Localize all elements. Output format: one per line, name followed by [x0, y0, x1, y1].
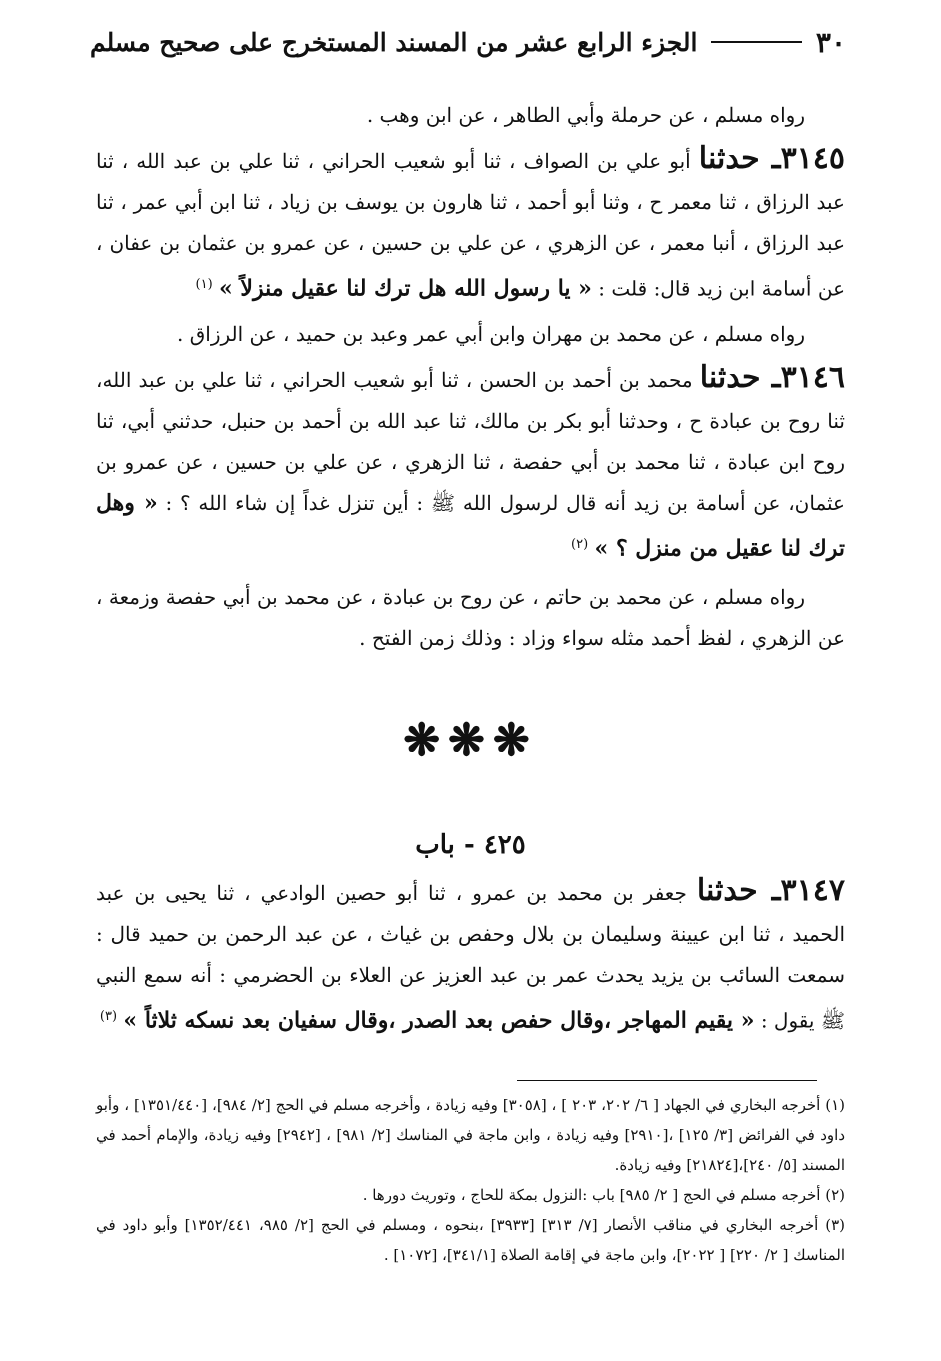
- footnote-rule: [517, 1080, 817, 1081]
- narration-note: رواه مسلم ، عن محمد بن حاتم ، عن روح بن عبادة ، عن محمد بن أبي حفصة وزمعة ، عن الزهري ، لفظ أحمد مثله سواء وزاد : وذلك زمن الفتح .: [96, 585, 845, 651]
- footnote-ref: (٣): [99, 1009, 118, 1025]
- hadith-3147: [96, 870, 845, 1042]
- running-title: الجزء الرابع عشر من المسند المستخرج على صحيح مسلم: [90, 27, 698, 57]
- hadith-3146: [96, 357, 845, 570]
- footnote-ref: (١): [195, 277, 213, 292]
- page-header: [90, 22, 846, 62]
- section-separator: ❋❋❋: [403, 715, 538, 767]
- hadith-number: ٣١٤٧ـ حدثنا: [696, 873, 845, 909]
- hadith-quote: « يا رسول الله هل ترك لنا عقيل منزلاً »: [219, 275, 592, 302]
- footnote-ref: (٢): [571, 536, 589, 552]
- hadith-number: ٣١٤٦ـ حدثنا: [699, 359, 846, 395]
- chapter-title: ٤٢٥ - باب: [415, 830, 526, 861]
- page-body: [96, 95, 845, 1042]
- narration-note: رواه مسلم ، عن حرملة وأبي الطاهر ، عن ابن وهب .: [366, 103, 805, 127]
- hadith-3145: [96, 138, 845, 310]
- hadith-text: أبو علي بن الصواف ، ثنا أبو شعيب الحراني ، ثنا علي بن عبد الله ، ثنا عبد الرزاق ، ثنا معمر ح ، وثنا أبو أحمد ، ثنا هارون بن يوسف بن زياد ، ثنا ابن أبي عمر ، ثنا عبد الرزاق ، أنبا معمر ، عن الزهري ، عن علي بن حسين ، عن عمرو بن عثمان بن عفان ، عن أسامة ابن زيد قال: قلت :: [96, 149, 846, 301]
- hadith-quote: « يقيم المهاجر ،وقال حفص بعد الصدر ،وقال سفيان بعد نسكه ثلاثاً »: [123, 1007, 755, 1034]
- hadith-number: ٣١٤٥ـ حدثنا: [698, 141, 846, 176]
- hadith-text: جعفر بن محمد بن عمرو ، ثنا أبو حصين الوادعي ، ثنا يحيى بن عبد الحميد ، ثنا ابن عيينة وسليمان بن بلال وحفص بن غياث ، عن عبد الرحمن بن حميد قال : سمعت السائب بن يزيد يحدث عمر بن عبد العزيز عن العلاء بن الحضرمي : أنه سمع النبي ﷺ يقول :: [96, 881, 845, 1033]
- footnote-2: (٢) أخرجه مسلم في الحج [ ٢/ ٩٨٥] باب :النزول بمكة للحاج ، وتوريث دورها .: [362, 1186, 845, 1204]
- page-number: ٣٠: [815, 25, 846, 59]
- narration-note: رواه مسلم ، عن محمد بن مهران وابن أبي عمر وعبد بن حميد ، عن الرزاق .: [177, 321, 805, 346]
- hadith-text: محمد بن أحمد بن الحسن ، ثنا أبو شعيب الحراني ، ثنا علي بن عبد الله، ثنا روح بن عبادة ح ، وحدثنا أبو بكر بن مالك، ثنا عبد الله بن أحمد بن حنبل، حدثني أبي، ثنا روح ابن عبادة ، ثنا محمد بن أبي حفصة ، ثنا الزهري ، عن علي بن حسين ، عن عمرو بن عثمان، عن أسامة بن زيد أنه قال لرسول الله ﷺ : أين تنزل غداً إن شاء الله ؟ :: [96, 367, 845, 515]
- header-rule: [711, 41, 801, 43]
- hadith-quote: « وهل ترك لنا عقيل من منزل ؟ »: [96, 489, 845, 562]
- footnotes: [96, 1090, 845, 1270]
- footnote-3: (٣) أخرجه البخاري في مناقب الأنصار [٧/ ٣١٣] [٣٩٣٣] ،بنحوه ، ومسلم في الحج [٢/ ٩٨٥، ١٣٥٢/٤٤١] وأبو داود في المناسك [ ٢/ ٢٢٠] [ ٢٠٢٢]، وابن ماجة في إقامة الصلاة [٣٤١/١]، [١٠٧٢] .: [96, 1216, 846, 1264]
- footnote-1: (١) أخرجه البخاري في الجهاد [ ٦/ ٢٠٢، ٢٠٣ ] ، [٣٠٥٨] وفيه زيادة ، وأخرجه مسلم في الحج [٢/ ٩٨٤]، [١٣٥١/٤٤٠] ، وأبو داود في الفرائض [٣/ ١٢٥] ،[٢٩١٠] وفيه زيادة ، وابن ماجة في المناسك [٢/ ٩٨١] ، [٢٩٤٢] وفيه زيادة، والإمام أحمد في المسند [٥/ ٢٤٠]،[٢١٨٢٤] وفيه زيادة.: [96, 1096, 846, 1174]
